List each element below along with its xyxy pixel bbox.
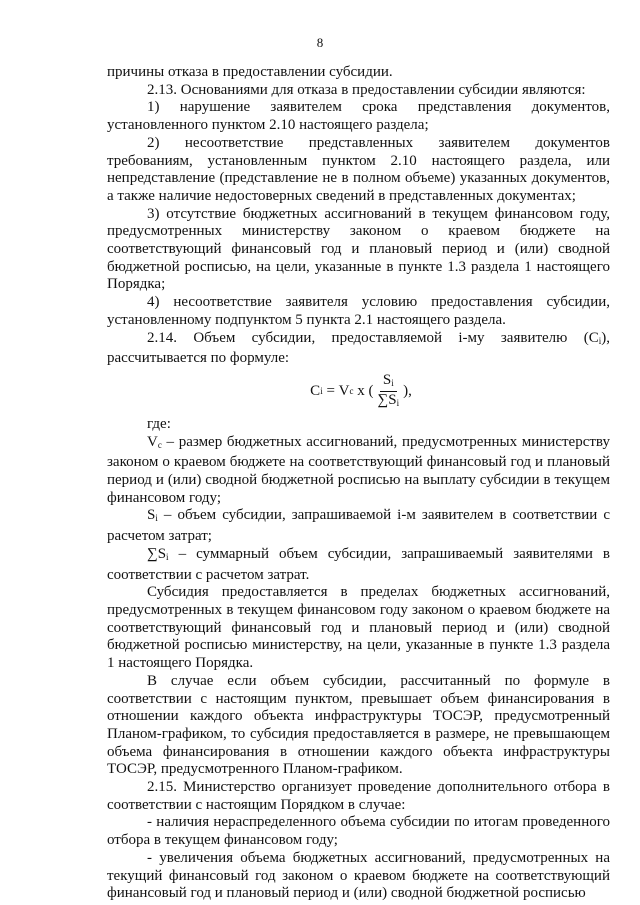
paragraph-subsidy-limits: Субсидия предоставляется в пределах бюджетных ассигнований, предусмотренных в текущем финансовом году законом о краевом бюджете на соответствующий финансовый год и плановый период и (или) сводной бюджетной росписью министерству, на цели, указанные в пункте 1.3 раздела 1 настоящего Порядка. xyxy=(107,584,610,672)
definition-si: $S_i$ – объем субсидии, запрашиваемой i-м заявителем в соответствии с расчетом затрат; xyxy=(107,507,610,545)
definition-vc: $V_c$ – размер бюджетных ассигнований, предусмотренных министерству законом о краевом бюджете на соответствующий финансовый год и плановый период и (или) сводной бюджетной росписью на выплату субсидии в текущем финансовом году; xyxy=(107,433,610,506)
list-item-3: 3) отсутствие бюджетных ассигнований в текущем финансовом году, предусмотренных министерству законом о краевом бюджете на соответствующий финансовый год и плановый период и (или) сводной бюджетной росписью, на цели, указанные в пункте 1.3 раздела 1 настоящего Порядка; xyxy=(107,205,610,293)
definition-sum-si: $\sum S_i$ – суммарный объем субсидии, запрашиваемый заявителями в соответствии с расчетом затрат. xyxy=(107,545,610,583)
list-item-1: 1) нарушение заявителем срока представления документов, установленного пунктом 2.10 настоящего раздела; xyxy=(107,99,610,134)
paragraph-2-15: 2.15. Министерство организует проведение дополнительного отбора в соответствии с настоящим Порядком в случае: xyxy=(107,779,610,813)
list-item-dash-1: - наличия нераспределенного объема субсидии по итогам проведенного отбора в текущем финансовом году; xyxy=(107,814,610,849)
paragraph: причины отказа в предоставлении субсидии. xyxy=(107,64,393,80)
document-body xyxy=(107,64,610,903)
paragraph-2-13: 2.13. Основаниями для отказа в предоставлении субсидии являются: xyxy=(147,81,586,98)
paragraph-excess-case: В случае если объем субсидии, рассчитанный по формуле в соответствии с настоящим пунктом, превышает объем финансирования в отношении каждого объекта инфраструктуры ТОСЭР, предусмотренный Планом-графиком, то субсидия предоставляется в размере, не превышающем объема финансирования в отношении каждого объекта инфраструктуры ТОСЭР, предусмотренного Планом-графиком. xyxy=(107,672,610,778)
formula-where: где: xyxy=(147,415,171,432)
list-item-dash-2: - увеличения объема бюджетных ассигнований, предусмотренных на текущий финансовый год законом о краевом бюджете на соответствующий финансовый год и плановый период и (или) сводной бюджетной росписью xyxy=(107,849,610,902)
paragraph-2-14: 2.14. Объем субсидии, предоставляемой i-му заявителю $(C_i)$, рассчитывается по формуле: xyxy=(107,329,610,367)
list-item-2: 2) несоответствие представленных заявителем документов требованиям, установленным пунктом 2.10 настоящего раздела, или непредставление (представление не в полном объеме) указанных документов, а также наличие недостоверных сведений в представленных документах; xyxy=(107,134,610,204)
formula-fraction: $\frac{S_i}{\sum S_i}$ xyxy=(377,371,400,408)
subsidy-formula: C i = V c x ( $\frac{S_i}{\sum S_i}$ ), xyxy=(107,370,610,414)
list-item-4: 4) несоответствие заявителя условию предоставления субсидии, установленному подпунктом 5 пункта 2.1 настоящего раздела. xyxy=(107,294,610,328)
page-number: 8 xyxy=(316,35,324,50)
